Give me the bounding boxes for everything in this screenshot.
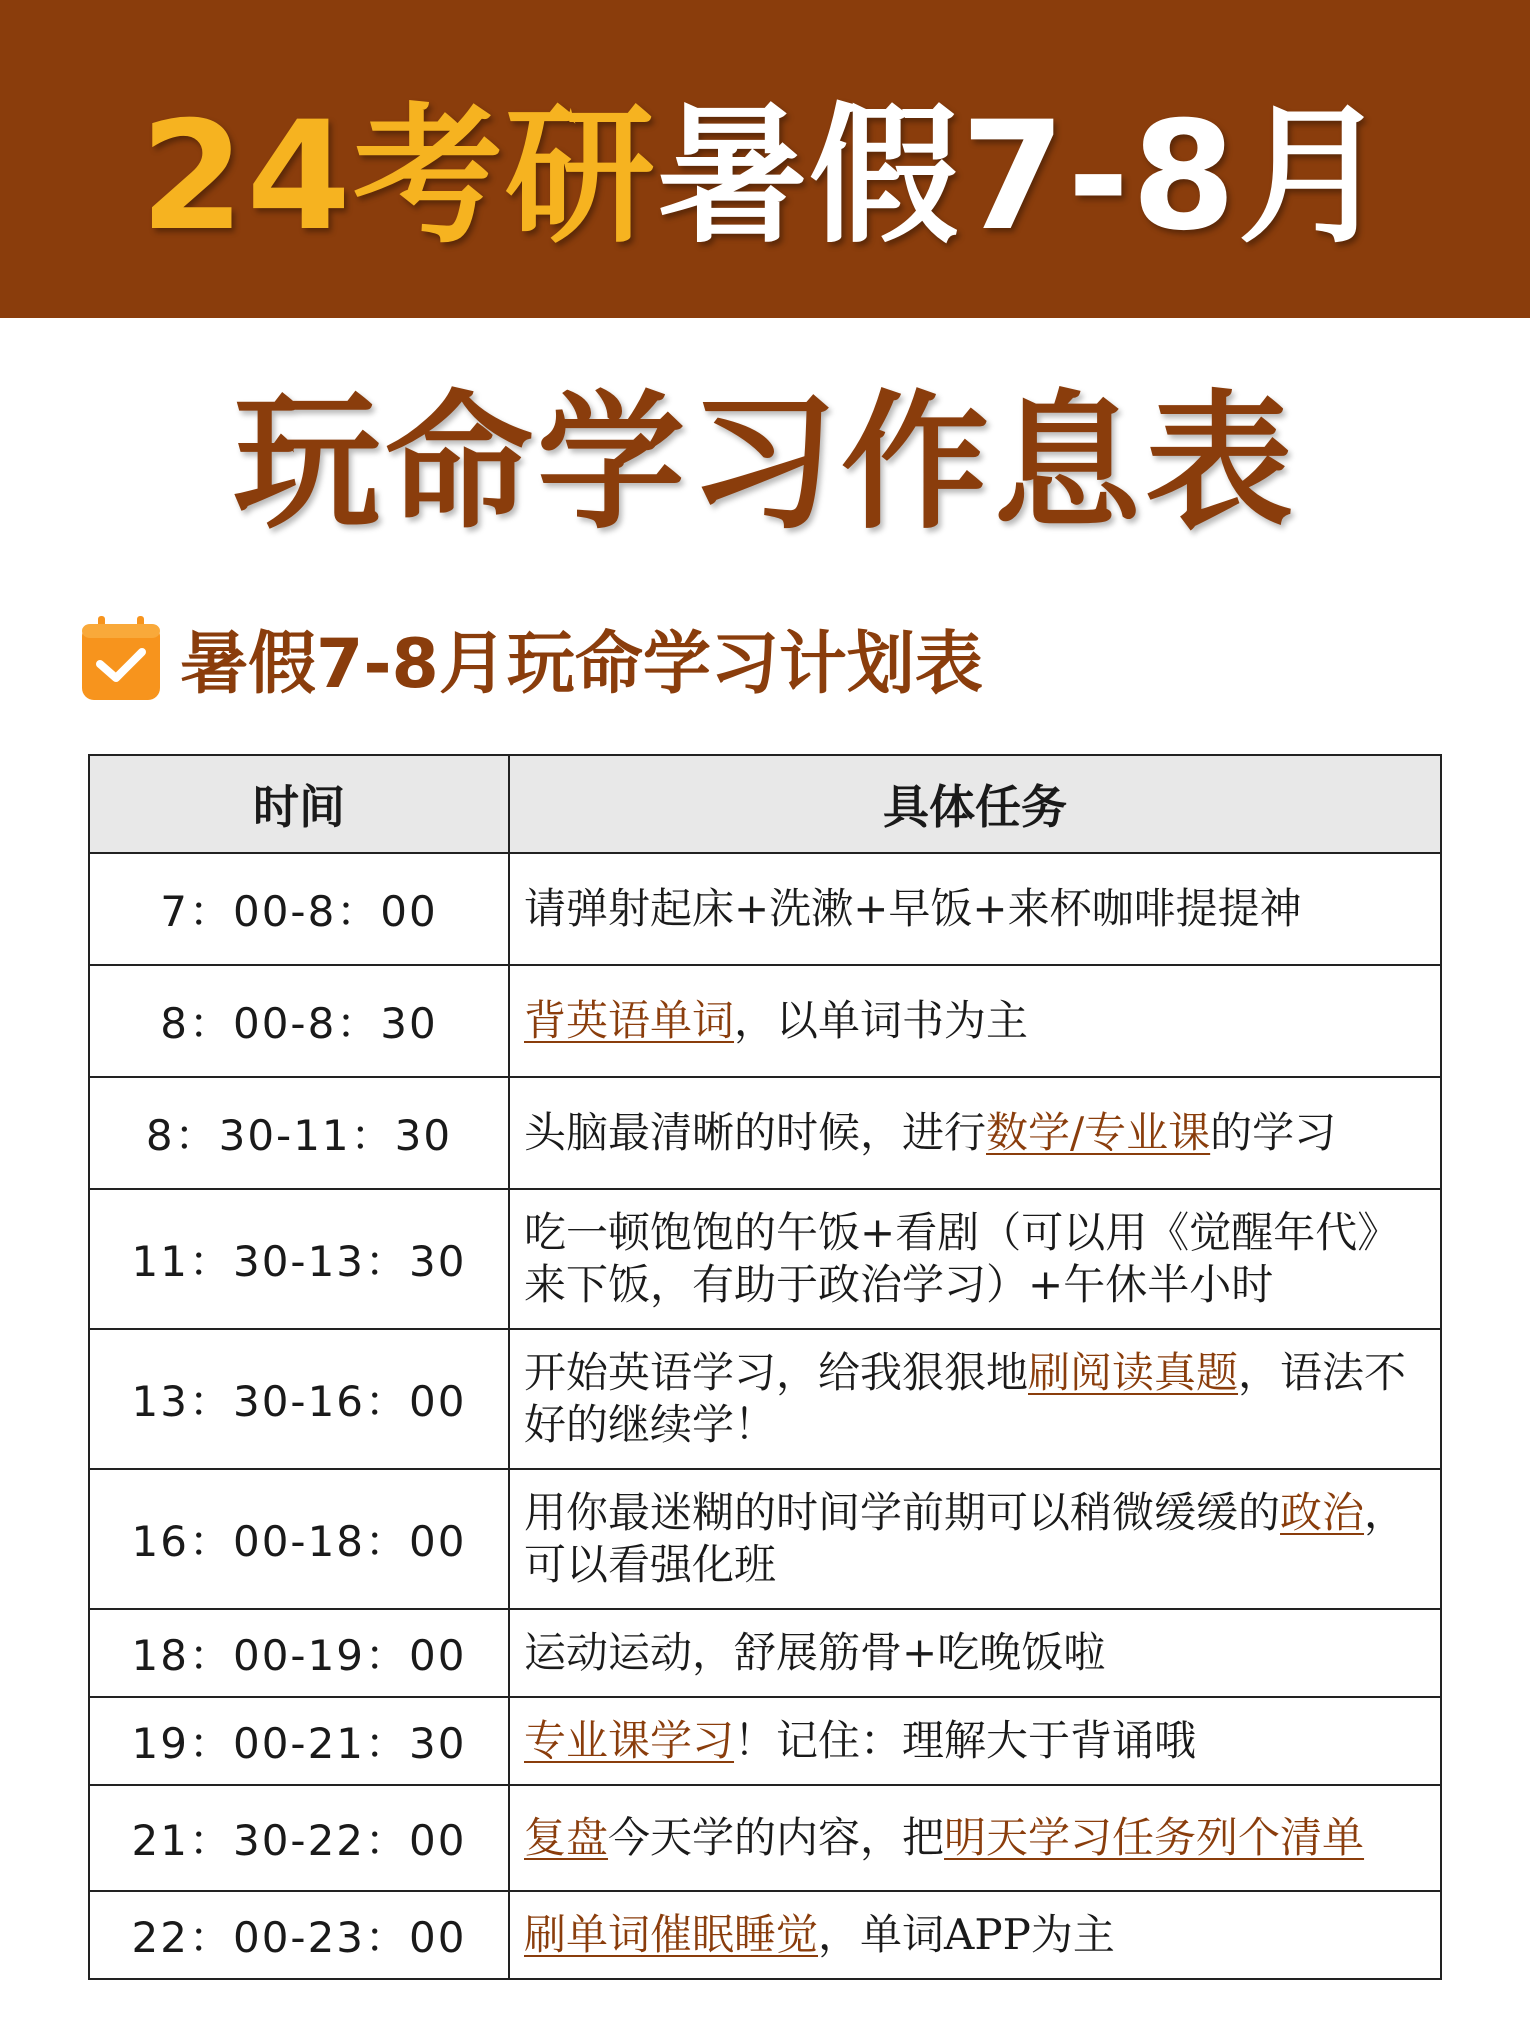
table-row [89,1609,1441,1697]
header-time: 时间 [89,755,509,853]
task-cell [509,1329,1441,1469]
highlighted-task-text: 数学/专业课 [986,1108,1211,1157]
highlighted-task-text: 专业课学习 [524,1716,735,1765]
task-text: ，以单词书为主 [734,996,1029,1045]
task-cell [509,853,1441,965]
time-cell: 13：30-16：00 [89,1329,509,1469]
task-text: 头脑最清晰的时候，进行 [524,1108,987,1157]
time-cell: 8：00-8：30 [89,965,509,1077]
table-body [89,853,1441,1979]
highlighted-task-text: 政治 [1280,1488,1365,1537]
time-cell: 11：30-13：30 [89,1189,509,1329]
time-cell: 22：00-23：00 [89,1891,509,1979]
banner-title [140,55,1390,271]
time-cell: 18：00-19：00 [89,1609,509,1697]
time-cell: 7：00-8：00 [89,853,509,965]
top-banner [0,0,1530,318]
time-cell: 16：00-18：00 [89,1469,509,1609]
task-text: 请弹射起床+洗漱+早饭+来杯咖啡提提神 [524,884,1302,933]
table-row [89,1329,1441,1469]
task-text: ，可以看强化班 [524,1488,1407,1589]
task-cell [509,1469,1441,1609]
banner-title-rest: 暑假7-8月 [656,90,1390,264]
task-cell [509,1077,1441,1189]
table-row [89,1189,1441,1329]
table-header-row [89,755,1441,853]
table-row [89,1891,1441,1979]
task-text: 吃一顿饱饱的午饭+看剧（可以用《觉醒年代》来下饭，有助于政治学习）+午休半小时 [524,1208,1400,1309]
section-heading [80,608,983,708]
schedule-table [88,754,1442,1980]
highlighted-task-text: 背英语单词 [524,996,735,1045]
table-row [89,965,1441,1077]
task-cell [509,1891,1441,1979]
task-text: ，单词APP为主 [818,1910,1115,1959]
task-cell [509,1785,1441,1891]
task-text: 开始英语学习，给我狠狠地 [524,1348,1029,1397]
task-cell [509,965,1441,1077]
time-cell: 21：30-22：00 [89,1785,509,1891]
highlighted-task-text: 明天学习任务列个清单 [944,1813,1365,1862]
task-text: ！记住：理解大于背诵哦 [734,1716,1197,1765]
task-text: 的学习 [1210,1108,1337,1157]
banner-title-highlight: 24考研 [140,90,657,264]
time-cell: 8：30-11：30 [89,1077,509,1189]
highlighted-task-text: 刷单词催眠睡觉 [524,1910,819,1959]
task-cell [509,1189,1441,1329]
task-text: ，语法不好的继续学！ [524,1348,1407,1449]
table-row [89,1697,1441,1785]
table-row [89,1077,1441,1189]
page-title: 玩命学习作息表 [233,377,1297,549]
highlighted-task-text: 刷阅读真题 [1028,1348,1239,1397]
table-row [89,1785,1441,1891]
calendar-check-icon [80,614,162,702]
header-task: 具体任务 [509,755,1441,853]
table-row [89,853,1441,965]
section-label: 暑假7-8月玩命学习计划表 [180,624,983,704]
table-row [89,1469,1441,1609]
task-text: 用你最迷糊的时间学前期可以稍微缓缓的 [524,1488,1281,1537]
time-cell: 19：00-21：30 [89,1697,509,1785]
task-cell [509,1697,1441,1785]
highlighted-task-text: 复盘 [524,1813,609,1862]
task-cell [509,1609,1441,1697]
task-text: 今天学的内容，把 [608,1813,945,1862]
task-text: 运动运动，舒展筋骨+吃晚饭啦 [524,1628,1106,1677]
